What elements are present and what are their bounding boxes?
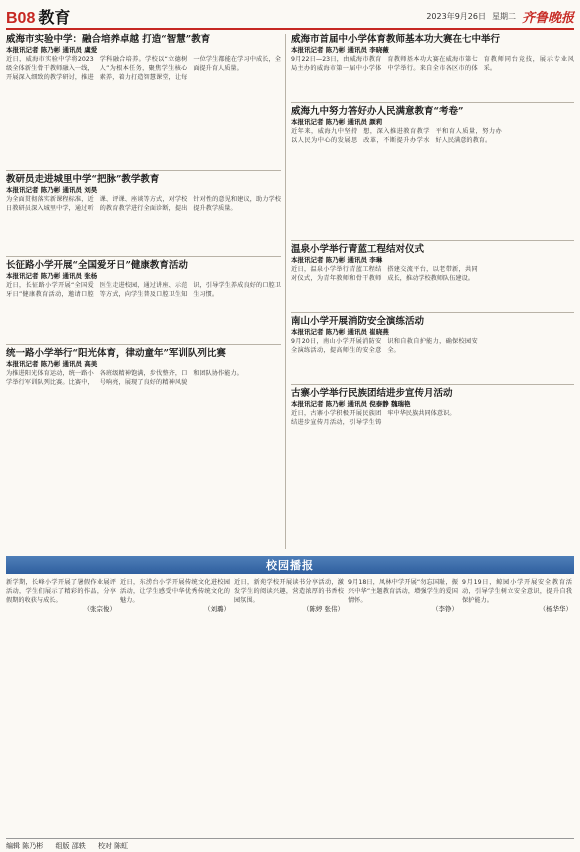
brief-item — [348, 578, 458, 614]
column-divider — [285, 34, 286, 549]
brief-text: 9月18日，凤林中学开展“勿忘国耻，振兴中华”主题教育活动，增强学生的爱国情怀。 — [348, 579, 458, 604]
brief-text: 近日，新苑学校开展读书分享活动，激发学生的阅读兴趣，营造浓厚的书香校园氛围。 — [234, 579, 344, 604]
divider — [6, 170, 281, 171]
campus-brief-banner — [6, 556, 574, 574]
article-byline: 本报讯记者 陈乃彬 通讯员 崔晓燕 — [291, 328, 389, 336]
page-footer — [6, 838, 574, 851]
newspaper-logo: 齐鲁晚报 — [521, 10, 574, 26]
footer-design: 组版 邵轶 — [55, 842, 86, 850]
article-title: 温泉小学举行青蓝工程结对仪式 — [291, 244, 425, 255]
brief-signature: （张宗俊） — [83, 605, 116, 613]
article-title: 统一路小学举行“阳光体育，律动童年”军训队列比赛 — [6, 348, 226, 359]
article-byline: 本报讯记者 陈乃彬 通讯员 高美 — [6, 360, 98, 368]
article-body: 为全面贯彻落实新课程标准，近日教研员深入城里中学，通过听课、评课、座谈等方式，对学校的教育教学进行全面诊断，提出针对性的意见和建议，助力学校提升教学质量。 — [6, 196, 281, 212]
brief-signature: （陈婷 张伟） — [302, 605, 344, 613]
header-rule — [6, 28, 574, 30]
article-body: 近日，长征路小学开展“全国爱牙日”健康教育活动，邀请口腔医生走进校园，通过讲座、示范等方式，向学生普及口腔卫生知识，引导学生养成良好的口腔卫生习惯。 — [6, 282, 281, 298]
article-7 — [291, 316, 574, 379]
article-byline: 本报讯记者 陈乃彬 通讯员 李琳 — [291, 256, 383, 264]
article-body: 近年来，威海九中坚持以人民为中心的发展思想，深入推进教育教学改革，不断提升办学水平和育人质量，努力办好人民满意的教育。 — [291, 128, 502, 144]
footer-proof: 校对 陈虹 — [97, 842, 129, 850]
article-byline: 本报讯记者 陈乃彬 通讯员 李晓薇 — [291, 46, 389, 54]
article-body: 近日，古寨小学积极开展民族团结进步宣传月活动，引导学生铸牢中华民族共同体意识。 — [291, 410, 456, 426]
article-5 — [291, 106, 574, 237]
page-header — [6, 6, 574, 26]
article-title: 长征路小学开展“全国爱牙日”健康教育活动 — [6, 260, 188, 271]
article-0 — [6, 34, 281, 145]
article-byline: 本报讯记者 陈乃彬 通讯员 刘昊 — [6, 186, 98, 194]
footer-editor: 编辑 陈乃彬 — [6, 842, 44, 850]
article-title: 威海九中努力答好办人民满意教育“考卷” — [291, 106, 464, 117]
section-title — [6, 5, 70, 28]
article-title: 古寨小学举行民族团结进步宣传月活动 — [291, 388, 453, 399]
brief-signature: （杨华华） — [539, 605, 572, 613]
article-title: 威海市实验中学：融合培养卓越 打造“智慧”教育 — [6, 34, 211, 45]
article-title: 威海市首届中小学体育教师基本功大赛在七中举行 — [291, 34, 501, 45]
article-body: 近日，威海市实验中学将2023级全体新生骨干教师融入一线，开展深入细致的教学研讨，推进学科融合培养。学校以“立德树人”为根本任务，聚焦学生核心素养，着力打造智慧课堂，让每一位学生都能在学习中成长，全面提升育人质量。 — [6, 56, 281, 81]
brief-item — [234, 578, 344, 614]
divider — [6, 256, 281, 257]
brief-text: 近日，东涝台小学开展传统文化进校园活动，让学生感受中华优秀传统文化的魅力。 — [120, 579, 230, 604]
issue-weekday: 星期二 — [491, 11, 516, 21]
article-body: 近日，温泉小学举行青蓝工程结对仪式，为青年教师和骨干教师搭建交流平台，以老带新，共同成长，推动学校教师队伍建设。 — [291, 266, 478, 282]
article-byline: 本报讯记者 陈乃彬 通讯员 倪泰静 魏瑞艳 — [291, 400, 411, 408]
brief-signature: （刘璐） — [204, 605, 230, 613]
article-byline: 本报讯记者 陈乃彬 通讯员 颜莉 — [291, 118, 383, 126]
article-8 — [291, 388, 574, 539]
brief-item — [462, 578, 572, 614]
article-body: 9月20日，南山小学开展消防安全演练活动，提高师生的安全意识和自救自护能力，确保校园安全。 — [291, 338, 478, 354]
article-body: 9月22日—23日，由威海市教育局主办的威海市第一届中小学体育教师基本功大赛在威海市第七中学举行。来自全市各区市的体育教师同台竞技，展示专业风采。 — [291, 56, 574, 72]
article-4 — [291, 34, 574, 97]
brief-text: 新学期，长峰小学开展了暑假作业展评活动，学生们展示了精彩的作品，分享假期的收获与成长。 — [6, 579, 116, 604]
banner-title: 校园播报 — [266, 559, 314, 572]
divider — [6, 344, 281, 345]
article-body: 为推进阳光体育运动，统一路小学举行军训队列比赛。比赛中，各班级精神饱满，步伐整齐，口号响亮，展现了良好的精神风貌和团队协作能力。 — [6, 370, 243, 386]
brief-item — [120, 578, 230, 614]
header-right — [426, 7, 574, 26]
divider — [291, 102, 574, 103]
section-name: 教育 — [38, 9, 71, 27]
article-6 — [291, 244, 574, 307]
divider — [291, 384, 574, 385]
divider — [291, 312, 574, 313]
article-byline: 本报讯记者 陈乃彬 通讯员 虞爱 — [6, 46, 98, 54]
article-2 — [6, 260, 281, 339]
brief-signature: （李铮） — [432, 605, 458, 613]
issue-date: 2023年9月26日 — [426, 11, 486, 21]
article-title: 教研员走进城里中学“把脉”教学教育 — [6, 174, 160, 185]
article-byline: 本报讯记者 陈乃彬 通讯员 张杨 — [6, 272, 98, 280]
article-1 — [6, 174, 281, 251]
page-number: B08 — [6, 9, 36, 27]
article-title: 南山小学开展消防安全演练活动 — [291, 316, 425, 327]
brief-text: 9月19日，鲸园小学开展安全教育活动，引导学生树立安全意识，提升自我保护能力。 — [462, 579, 572, 604]
brief-item — [6, 578, 116, 614]
divider — [291, 240, 574, 241]
article-3 — [6, 348, 281, 549]
